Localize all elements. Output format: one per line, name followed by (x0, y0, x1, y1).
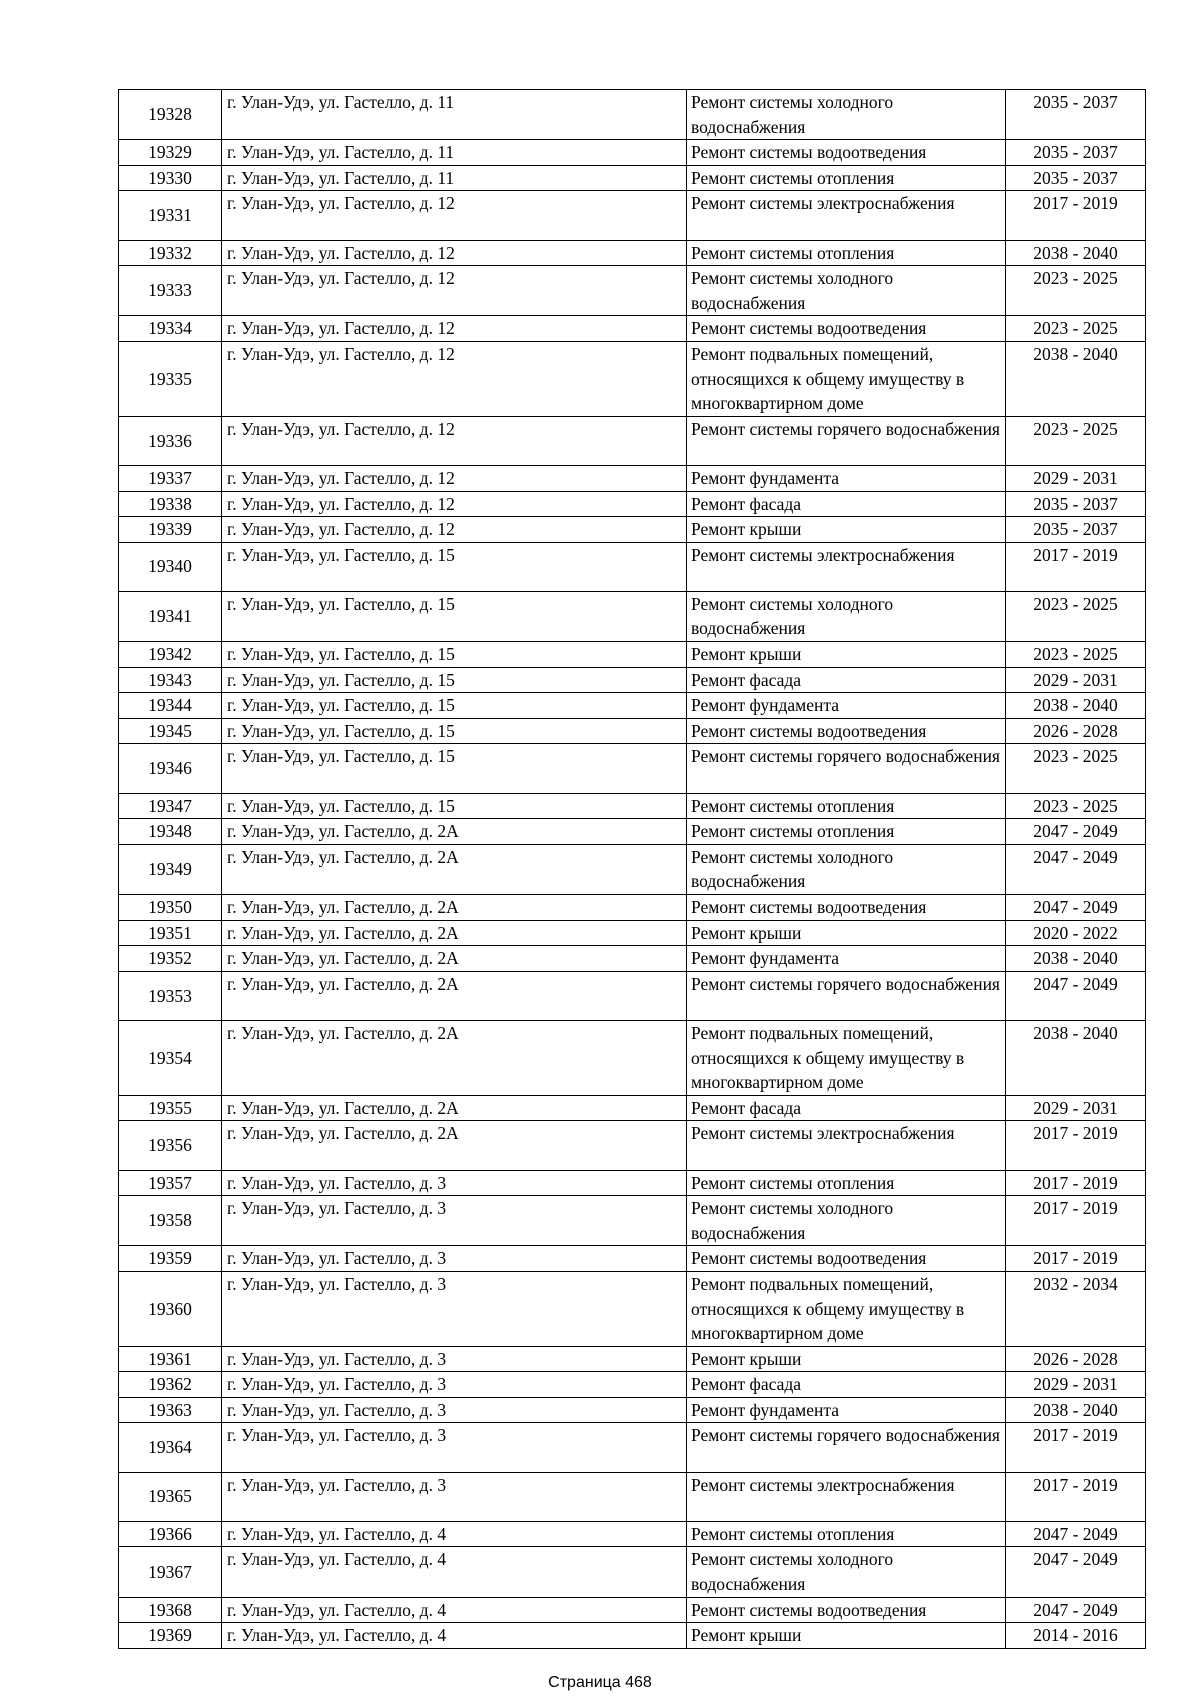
row-number: 19357 (119, 1170, 222, 1196)
address-cell: г. Улан-Удэ, ул. Гастелло, д. 11 (222, 90, 687, 140)
row-number: 19346 (119, 744, 222, 793)
work-type-cell: Ремонт системы отопления (687, 819, 1006, 845)
table-row (119, 341, 1146, 416)
work-type-cell: Ремонт системы электроснабжения (687, 1121, 1006, 1170)
table-row (119, 1346, 1146, 1372)
row-number: 19353 (119, 971, 222, 1020)
table-row (119, 793, 1146, 819)
table-row (119, 1423, 1146, 1472)
row-number: 19362 (119, 1372, 222, 1398)
address-cell: г. Улан-Удэ, ул. Гастелло, д. 2А (222, 946, 687, 972)
address-cell: г. Улан-Удэ, ул. Гастелло, д. 15 (222, 793, 687, 819)
address-cell: г. Улан-Удэ, ул. Гастелло, д. 12 (222, 517, 687, 543)
work-type-cell: Ремонт фундамента (687, 465, 1006, 491)
address-cell: г. Улан-Удэ, ул. Гастелло, д. 2А (222, 1121, 687, 1170)
table-row (119, 1623, 1146, 1649)
work-type-cell: Ремонт подвальных помещений, относящихся к общему имуществу в многоквартирном доме (687, 341, 1006, 416)
work-type-cell: Ремонт системы горячего водоснабжения (687, 1423, 1006, 1472)
period-cell: 2035 - 2037 (1006, 165, 1146, 191)
address-cell: г. Улан-Удэ, ул. Гастелло, д. 4 (222, 1597, 687, 1623)
period-cell: 2017 - 2019 (1006, 1196, 1146, 1246)
table-row (119, 591, 1146, 641)
row-number: 19351 (119, 920, 222, 946)
row-number: 19332 (119, 240, 222, 266)
address-cell: г. Улан-Удэ, ул. Гастелло, д. 4 (222, 1623, 687, 1649)
address-cell: г. Улан-Удэ, ул. Гастелло, д. 15 (222, 693, 687, 719)
table-row (119, 693, 1146, 719)
table-row (119, 642, 1146, 668)
period-cell: 2017 - 2019 (1006, 1472, 1146, 1521)
work-type-cell: Ремонт системы водоотведения (687, 316, 1006, 342)
row-number: 19354 (119, 1020, 222, 1095)
address-cell: г. Улан-Удэ, ул. Гастелло, д. 3 (222, 1472, 687, 1521)
work-type-cell: Ремонт крыши (687, 1346, 1006, 1372)
row-number: 19365 (119, 1472, 222, 1521)
address-cell: г. Улан-Удэ, ул. Гастелло, д. 4 (222, 1521, 687, 1547)
table-row (119, 946, 1146, 972)
row-number: 19359 (119, 1246, 222, 1272)
period-cell: 2017 - 2019 (1006, 1121, 1146, 1170)
period-cell: 2029 - 2031 (1006, 1095, 1146, 1121)
period-cell: 2023 - 2025 (1006, 266, 1146, 316)
address-cell: г. Улан-Удэ, ул. Гастелло, д. 2А (222, 844, 687, 894)
table-row (119, 491, 1146, 517)
period-cell: 2035 - 2037 (1006, 491, 1146, 517)
table-row (119, 191, 1146, 240)
table-row (119, 1196, 1146, 1246)
address-cell: г. Улан-Удэ, ул. Гастелло, д. 15 (222, 591, 687, 641)
table-row (119, 844, 1146, 894)
row-number: 19339 (119, 517, 222, 543)
table-row (119, 1170, 1146, 1196)
work-type-cell: Ремонт системы горячего водоснабжения (687, 744, 1006, 793)
address-cell: г. Улан-Удэ, ул. Гастелло, д. 3 (222, 1196, 687, 1246)
address-cell: г. Улан-Удэ, ул. Гастелло, д. 2А (222, 971, 687, 1020)
row-number: 19329 (119, 140, 222, 166)
table-row (119, 920, 1146, 946)
period-cell: 2029 - 2031 (1006, 465, 1146, 491)
table-row (119, 667, 1146, 693)
table-row (119, 542, 1146, 591)
period-cell: 2017 - 2019 (1006, 1246, 1146, 1272)
period-cell: 2032 - 2034 (1006, 1271, 1146, 1346)
address-cell: г. Улан-Удэ, ул. Гастелло, д. 3 (222, 1346, 687, 1372)
work-type-cell: Ремонт крыши (687, 517, 1006, 543)
period-cell: 2047 - 2049 (1006, 895, 1146, 921)
period-cell: 2017 - 2019 (1006, 1423, 1146, 1472)
work-type-cell: Ремонт системы электроснабжения (687, 191, 1006, 240)
address-cell: г. Улан-Удэ, ул. Гастелло, д. 12 (222, 191, 687, 240)
row-number: 19367 (119, 1547, 222, 1597)
period-cell: 2023 - 2025 (1006, 642, 1146, 668)
address-cell: г. Улан-Удэ, ул. Гастелло, д. 2А (222, 1095, 687, 1121)
row-number: 19347 (119, 793, 222, 819)
address-cell: г. Улан-Удэ, ул. Гастелло, д. 12 (222, 341, 687, 416)
row-number: 19366 (119, 1521, 222, 1547)
work-type-cell: Ремонт системы холодного водоснабжения (687, 844, 1006, 894)
table-row (119, 316, 1146, 342)
row-number: 19330 (119, 165, 222, 191)
period-cell: 2029 - 2031 (1006, 1372, 1146, 1398)
row-number: 19360 (119, 1271, 222, 1346)
work-type-cell: Ремонт системы горячего водоснабжения (687, 971, 1006, 1020)
table-row (119, 266, 1146, 316)
period-cell: 2038 - 2040 (1006, 1020, 1146, 1095)
row-number: 19336 (119, 416, 222, 465)
table-row (119, 718, 1146, 744)
table-row (119, 895, 1146, 921)
address-cell: г. Улан-Удэ, ул. Гастелло, д. 12 (222, 266, 687, 316)
work-type-cell: Ремонт системы электроснабжения (687, 542, 1006, 591)
period-cell: 2038 - 2040 (1006, 946, 1146, 972)
work-type-cell: Ремонт фасада (687, 491, 1006, 517)
address-cell: г. Улан-Удэ, ул. Гастелло, д. 15 (222, 744, 687, 793)
table-row (119, 744, 1146, 793)
address-cell: г. Улан-Удэ, ул. Гастелло, д. 12 (222, 465, 687, 491)
row-number: 19369 (119, 1623, 222, 1649)
row-number: 19342 (119, 642, 222, 668)
repair-schedule-table (118, 89, 1146, 1649)
table-row (119, 1020, 1146, 1095)
period-cell: 2017 - 2019 (1006, 191, 1146, 240)
row-number: 19343 (119, 667, 222, 693)
address-cell: г. Улан-Удэ, ул. Гастелло, д. 15 (222, 542, 687, 591)
table-row (119, 1246, 1146, 1272)
period-cell: 2047 - 2049 (1006, 1597, 1146, 1623)
work-type-cell: Ремонт подвальных помещений, относящихся к общему имуществу в многоквартирном доме (687, 1020, 1006, 1095)
address-cell: г. Улан-Удэ, ул. Гастелло, д. 2А (222, 920, 687, 946)
work-type-cell: Ремонт системы холодного водоснабжения (687, 591, 1006, 641)
address-cell: г. Улан-Удэ, ул. Гастелло, д. 2А (222, 1020, 687, 1095)
work-type-cell: Ремонт системы отопления (687, 1170, 1006, 1196)
period-cell: 2038 - 2040 (1006, 240, 1146, 266)
address-cell: г. Улан-Удэ, ул. Гастелло, д. 12 (222, 240, 687, 266)
work-type-cell: Ремонт системы холодного водоснабжения (687, 1196, 1006, 1246)
address-cell: г. Улан-Удэ, ул. Гастелло, д. 12 (222, 416, 687, 465)
row-number: 19350 (119, 895, 222, 921)
work-type-cell: Ремонт системы водоотведения (687, 895, 1006, 921)
row-number: 19364 (119, 1423, 222, 1472)
work-type-cell: Ремонт системы холодного водоснабжения (687, 1547, 1006, 1597)
table-row (119, 465, 1146, 491)
table-row (119, 1472, 1146, 1521)
period-cell: 2017 - 2019 (1006, 542, 1146, 591)
work-type-cell: Ремонт фасада (687, 667, 1006, 693)
page-number: Страница 468 (548, 1674, 652, 1691)
table-row (119, 971, 1146, 1020)
period-cell: 2023 - 2025 (1006, 316, 1146, 342)
table-row (119, 90, 1146, 140)
period-cell: 2020 - 2022 (1006, 920, 1146, 946)
address-cell: г. Улан-Удэ, ул. Гастелло, д. 12 (222, 316, 687, 342)
work-type-cell: Ремонт подвальных помещений, относящихся к общему имуществу в многоквартирном доме (687, 1271, 1006, 1346)
table-row (119, 1597, 1146, 1623)
period-cell: 2026 - 2028 (1006, 718, 1146, 744)
row-number: 19333 (119, 266, 222, 316)
period-cell: 2035 - 2037 (1006, 140, 1146, 166)
work-type-cell: Ремонт системы водоотведения (687, 140, 1006, 166)
table-row (119, 1397, 1146, 1423)
row-number: 19340 (119, 542, 222, 591)
table-row (119, 1547, 1146, 1597)
row-number: 19358 (119, 1196, 222, 1246)
row-number: 19355 (119, 1095, 222, 1121)
period-cell: 2038 - 2040 (1006, 341, 1146, 416)
work-type-cell: Ремонт системы отопления (687, 240, 1006, 266)
work-type-cell: Ремонт фундамента (687, 946, 1006, 972)
work-type-cell: Ремонт системы отопления (687, 1521, 1006, 1547)
period-cell: 2023 - 2025 (1006, 793, 1146, 819)
address-cell: г. Улан-Удэ, ул. Гастелло, д. 2А (222, 895, 687, 921)
work-type-cell: Ремонт фундамента (687, 1397, 1006, 1423)
work-type-cell: Ремонт фасада (687, 1372, 1006, 1398)
work-type-cell: Ремонт системы холодного водоснабжения (687, 266, 1006, 316)
table-row (119, 1521, 1146, 1547)
period-cell: 2047 - 2049 (1006, 1547, 1146, 1597)
table-row (119, 1121, 1146, 1170)
table-row (119, 240, 1146, 266)
address-cell: г. Улан-Удэ, ул. Гастелло, д. 15 (222, 642, 687, 668)
address-cell: г. Улан-Удэ, ул. Гастелло, д. 3 (222, 1423, 687, 1472)
period-cell: 2014 - 2016 (1006, 1623, 1146, 1649)
row-number: 19334 (119, 316, 222, 342)
row-number: 19345 (119, 718, 222, 744)
period-cell: 2026 - 2028 (1006, 1346, 1146, 1372)
table-row (119, 165, 1146, 191)
row-number: 19352 (119, 946, 222, 972)
work-type-cell: Ремонт системы электроснабжения (687, 1472, 1006, 1521)
work-type-cell: Ремонт системы водоотведения (687, 1246, 1006, 1272)
work-type-cell: Ремонт системы отопления (687, 793, 1006, 819)
work-type-cell: Ремонт системы водоотведения (687, 1597, 1006, 1623)
address-cell: г. Улан-Удэ, ул. Гастелло, д. 3 (222, 1372, 687, 1398)
period-cell: 2047 - 2049 (1006, 971, 1146, 1020)
table-row (119, 819, 1146, 845)
row-number: 19363 (119, 1397, 222, 1423)
row-number: 19328 (119, 90, 222, 140)
row-number: 19344 (119, 693, 222, 719)
period-cell: 2047 - 2049 (1006, 819, 1146, 845)
address-cell: г. Улан-Удэ, ул. Гастелло, д. 3 (222, 1271, 687, 1346)
address-cell: г. Улан-Удэ, ул. Гастелло, д. 11 (222, 165, 687, 191)
table-body (119, 90, 1146, 1649)
work-type-cell: Ремонт системы горячего водоснабжения (687, 416, 1006, 465)
address-cell: г. Улан-Удэ, ул. Гастелло, д. 15 (222, 718, 687, 744)
address-cell: г. Улан-Удэ, ул. Гастелло, д. 12 (222, 491, 687, 517)
work-type-cell: Ремонт системы водоотведения (687, 718, 1006, 744)
work-type-cell: Ремонт крыши (687, 642, 1006, 668)
address-cell: г. Улан-Удэ, ул. Гастелло, д. 4 (222, 1547, 687, 1597)
table-row (119, 1271, 1146, 1346)
work-type-cell: Ремонт фундамента (687, 693, 1006, 719)
work-type-cell: Ремонт крыши (687, 1623, 1006, 1649)
row-number: 19361 (119, 1346, 222, 1372)
table-row (119, 1372, 1146, 1398)
row-number: 19356 (119, 1121, 222, 1170)
row-number: 19349 (119, 844, 222, 894)
period-cell: 2035 - 2037 (1006, 90, 1146, 140)
period-cell: 2035 - 2037 (1006, 517, 1146, 543)
address-cell: г. Улан-Удэ, ул. Гастелло, д. 11 (222, 140, 687, 166)
period-cell: 2047 - 2049 (1006, 1521, 1146, 1547)
period-cell: 2023 - 2025 (1006, 416, 1146, 465)
work-type-cell: Ремонт фасада (687, 1095, 1006, 1121)
row-number: 19341 (119, 591, 222, 641)
address-cell: г. Улан-Удэ, ул. Гастелло, д. 3 (222, 1397, 687, 1423)
table-row (119, 140, 1146, 166)
row-number: 19337 (119, 465, 222, 491)
row-number: 19335 (119, 341, 222, 416)
period-cell: 2023 - 2025 (1006, 744, 1146, 793)
work-type-cell: Ремонт системы холодного водоснабжения (687, 90, 1006, 140)
table-row (119, 517, 1146, 543)
period-cell: 2017 - 2019 (1006, 1170, 1146, 1196)
address-cell: г. Улан-Удэ, ул. Гастелло, д. 3 (222, 1246, 687, 1272)
table-row (119, 1095, 1146, 1121)
row-number: 19338 (119, 491, 222, 517)
period-cell: 2038 - 2040 (1006, 693, 1146, 719)
period-cell: 2023 - 2025 (1006, 591, 1146, 641)
period-cell: 2047 - 2049 (1006, 844, 1146, 894)
period-cell: 2029 - 2031 (1006, 667, 1146, 693)
work-type-cell: Ремонт крыши (687, 920, 1006, 946)
row-number: 19331 (119, 191, 222, 240)
period-cell: 2038 - 2040 (1006, 1397, 1146, 1423)
table-row (119, 416, 1146, 465)
row-number: 19348 (119, 819, 222, 845)
work-type-cell: Ремонт системы отопления (687, 165, 1006, 191)
address-cell: г. Улан-Удэ, ул. Гастелло, д. 3 (222, 1170, 687, 1196)
address-cell: г. Улан-Удэ, ул. Гастелло, д. 2А (222, 819, 687, 845)
address-cell: г. Улан-Удэ, ул. Гастелло, д. 15 (222, 667, 687, 693)
row-number: 19368 (119, 1597, 222, 1623)
